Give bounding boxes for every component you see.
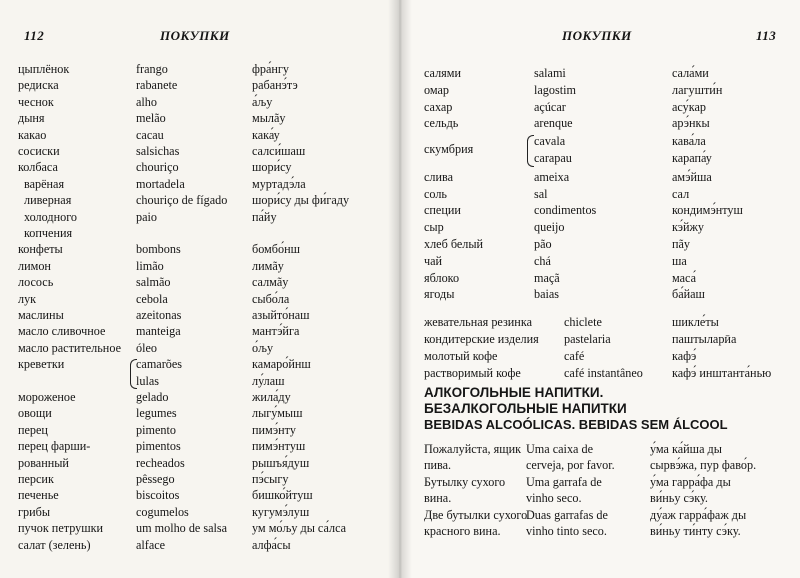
entry-russian: креветки (18, 357, 65, 372)
entry-russian: жевательная резинка (424, 315, 532, 330)
entry-portuguese: recheados (136, 455, 185, 470)
phrase-transliteration-line: ви́ньу сэ́ку. (650, 490, 708, 505)
entry-portuguese: rabanete (136, 78, 178, 93)
entry-russian: перец фарши- (18, 439, 91, 454)
entry-portuguese: carapau (534, 151, 572, 165)
entry-portuguese: mortadela (136, 176, 185, 191)
entry-russian: какао (18, 127, 47, 142)
entry-transliteration: маса́ (672, 270, 697, 285)
entry-russian: хлеб белый (424, 237, 484, 251)
entry-portuguese: salsichas (136, 144, 180, 158)
entry-transliteration: салмãу (252, 275, 289, 290)
entry-russian: рованный (18, 455, 69, 470)
entry-portuguese: baias (534, 287, 560, 302)
entry-portuguese: arenque (534, 116, 573, 131)
left-brace (130, 359, 137, 389)
entry-transliteration: лыгу́мыш (252, 406, 303, 421)
entry-russian: редиска (18, 78, 59, 93)
entry-transliteration: кафэ́ инштанта́нью (672, 365, 772, 380)
entry-russian: лосось (18, 275, 54, 290)
entry-portuguese: pimentos (136, 439, 181, 454)
entry-portuguese: gelado (136, 390, 169, 404)
entry-portuguese: melão (136, 111, 166, 126)
entry-russian: печенье (18, 488, 59, 503)
entry-portuguese: biscoitos (136, 488, 180, 503)
entry-russian: растворимый кофе (424, 365, 521, 380)
entry-portuguese: cavala (534, 134, 566, 149)
entry-russian: салат (зелень) (18, 537, 91, 552)
entry-russian: соль (424, 186, 447, 201)
entry-russian: скумбрия (424, 142, 474, 157)
entry-russian: молотый кофе (424, 348, 498, 363)
entry-transliteration: паштыларӣа (672, 332, 737, 346)
phrase-russian-line: красного вина. (424, 523, 501, 538)
entry-russian: чай (424, 253, 443, 268)
entry-russian: колбаса (18, 160, 58, 175)
entry-russian: варёная (24, 176, 65, 191)
entry-transliteration: кака́у (252, 127, 280, 142)
entry-transliteration: ба́йаш (672, 287, 705, 302)
entry-transliteration: пимэ́нтуш (252, 439, 306, 454)
phrase-portuguese-line: vinho seco. (526, 490, 582, 505)
entry-portuguese: pimento (136, 422, 176, 437)
right-brace (527, 135, 534, 167)
entry-russian: мороженое (18, 390, 76, 404)
right-page (402, 0, 800, 578)
entry-russian: лимон (18, 258, 51, 273)
entry-transliteration: рабанэ́тэ (252, 78, 298, 93)
entry-russian: салями (424, 66, 461, 80)
entry-transliteration: лу́лаш (252, 373, 285, 388)
entry-russian: сельдь (424, 116, 459, 131)
phrase-russian-line: пива. (424, 457, 452, 472)
entry-transliteration: шори́су ды фи́гаду (252, 193, 350, 208)
entry-russian: ягоды (424, 287, 455, 302)
phrase-transliteration-line: ви́ньу ти́нту сэ́ку. (650, 523, 741, 538)
entry-portuguese: salami (534, 66, 566, 80)
left-page-number: 112 (24, 28, 45, 43)
phrase-russian-line: Две бутылки сухого (424, 508, 528, 522)
entry-transliteration: сал (672, 186, 690, 201)
phrase-transliteration-line: сырвэ́жа, пур фаво́р. (650, 457, 757, 472)
phrase-portuguese-line: cerveja, por favor. (526, 457, 615, 472)
entry-transliteration: кэ́йжу (672, 220, 705, 235)
phrase-transliteration-line: у́ма гарра́фа ды (650, 475, 731, 489)
entry-transliteration: пэ́сыгу (252, 472, 289, 486)
entry-portuguese: maçã (534, 270, 560, 285)
phrase-portuguese-line: Uma garrafa de (526, 475, 602, 489)
entry-russian: овощи (18, 406, 52, 421)
entry-portuguese: cebola (136, 291, 168, 306)
book-gutter (388, 0, 412, 578)
section-title-line-1: АЛКОГОЛЬНЫЕ НАПИТКИ. (424, 385, 604, 400)
entry-russian: яблоко (424, 270, 460, 285)
entry-russian: сосиски (18, 144, 60, 158)
entry-transliteration: пãу (672, 237, 691, 251)
entry-transliteration: сыбо́ла (252, 291, 290, 306)
phrase-russian-line: вина. (424, 490, 452, 505)
right-page-header: ПОКУПКИ (562, 28, 632, 43)
entry-portuguese: legumes (136, 406, 177, 421)
entry-portuguese: ameixa (534, 169, 570, 184)
entry-portuguese: salmão (136, 275, 171, 290)
entry-russian: копчения (24, 226, 73, 240)
entry-portuguese: camarões (136, 357, 183, 372)
entry-russian: грибы (18, 504, 51, 519)
entry-portuguese: café instantâneo (564, 365, 643, 380)
entry-transliteration: ум мо́љу ды са́лса (252, 521, 347, 536)
entry-portuguese: lagostim (534, 82, 576, 97)
entry-transliteration: кондимэ́нтуш (672, 203, 743, 218)
entry-transliteration: о́љу (252, 340, 274, 355)
entry-russian: слива (424, 169, 454, 184)
entry-portuguese: chouriço de fígado (136, 193, 228, 208)
phrase-portuguese-line: Uma caixa de (526, 442, 593, 456)
left-page (0, 0, 398, 578)
entry-transliteration: азыйто́наш (252, 308, 310, 322)
entry-transliteration: рышъя́душ (252, 455, 310, 470)
entry-portuguese: alface (136, 537, 166, 552)
entry-transliteration: а́љу (252, 94, 273, 109)
phrase-portuguese-line: vinho tinto seco. (526, 523, 607, 538)
entry-transliteration: камаро́йнш (252, 357, 311, 372)
entry-russian: маслины (18, 308, 64, 322)
entry-transliteration: жила́ду (252, 390, 291, 404)
entry-russian: перец (18, 422, 48, 437)
entry-portuguese: condimentos (534, 203, 597, 218)
entry-transliteration: лагушти́н (672, 82, 723, 97)
entry-portuguese: chiclete (564, 315, 602, 330)
entry-transliteration: пимэ́нту (252, 422, 296, 437)
entry-portuguese: pão (534, 237, 552, 251)
entry-russian: дыня (18, 111, 45, 126)
entry-portuguese: frango (136, 62, 168, 76)
entry-portuguese: pêssego (136, 472, 175, 486)
entry-transliteration: салси́шаш (252, 144, 306, 158)
entry-portuguese: cogumelos (136, 504, 189, 519)
entry-russian: специи (424, 203, 461, 218)
entry-portuguese: manteiga (136, 324, 181, 339)
entry-transliteration: лимãу (252, 258, 284, 273)
phrase-russian-line: Пожалуйста, ящик (424, 442, 522, 456)
entry-russian: масло растительное (18, 340, 121, 355)
entry-portuguese: chouriço (136, 160, 179, 175)
entry-transliteration: бишко́йтуш (252, 488, 313, 503)
entry-transliteration: шори́су (252, 160, 292, 175)
entry-russian: персик (18, 472, 54, 486)
entry-transliteration: кава́ла (672, 134, 706, 149)
entry-portuguese: limão (136, 258, 164, 273)
entry-portuguese: paio (136, 209, 157, 224)
entry-transliteration: арэ́нкы (672, 116, 710, 131)
entry-portuguese: queijo (534, 220, 565, 235)
entry-portuguese: azeitonas (136, 308, 182, 322)
entry-transliteration: па́йу (252, 209, 277, 224)
entry-transliteration: фра́нгу (252, 62, 290, 76)
entry-portuguese: um molho de salsa (136, 521, 228, 536)
entry-transliteration: шикле́ты (672, 315, 719, 330)
section-title-line-3: BEBIDAS ALCOÓLICAS. BEBIDAS SEM ÁLCOOL (424, 417, 728, 432)
entry-portuguese: sal (534, 186, 548, 201)
entry-russian: масло сливочное (18, 324, 106, 339)
phrase-transliteration-line: у́ма ка́йша ды (650, 442, 722, 456)
entry-transliteration: ша (672, 253, 687, 268)
phrase-transliteration-line: ду́аж гарра́фаж ды (650, 508, 747, 522)
entry-russian: кондитерские изделия (424, 332, 539, 346)
section-title-line-2: БЕЗАЛКОГОЛЬНЫЕ НАПИТКИ (424, 401, 627, 416)
entry-portuguese: alho (136, 94, 157, 109)
phrase-portuguese-line: Duas garrafas de (526, 508, 608, 522)
right-page-number: 113 (756, 28, 777, 43)
entry-transliteration: бомбо́нш (252, 242, 300, 257)
entry-russian: лук (18, 291, 37, 306)
entry-russian: чеснок (18, 94, 54, 109)
entry-transliteration: амэ́йша (672, 169, 712, 184)
entry-portuguese: chá (534, 253, 551, 268)
entry-russian: сыр (424, 220, 444, 235)
entry-transliteration: асу́кар (672, 99, 706, 114)
entry-russian: холодного (24, 209, 77, 224)
entry-russian: омар (424, 82, 449, 97)
entry-transliteration: муртадэ́ла (252, 176, 306, 191)
entry-russian: пучок петрушки (18, 521, 104, 536)
entry-russian: конфеты (18, 242, 63, 257)
entry-transliteration: карапа́у (672, 151, 712, 165)
entry-portuguese: lulas (136, 373, 160, 388)
entry-portuguese: óleo (136, 340, 157, 355)
entry-portuguese: café (564, 348, 585, 363)
entry-transliteration: алфа́сы (252, 537, 291, 552)
phrase-russian-line: Бутылку сухого (424, 475, 506, 489)
entry-transliteration: кугумэ́луш (252, 504, 310, 519)
left-page-header: ПОКУПКИ (160, 28, 230, 43)
entry-transliteration: мантэ́йга (252, 324, 300, 339)
entry-russian: сахар (424, 99, 453, 114)
entry-transliteration: сала́ми (672, 66, 709, 80)
entry-russian: ливерная (24, 193, 72, 208)
entry-portuguese: bombons (136, 242, 181, 257)
entry-transliteration: мылãу (252, 111, 286, 126)
entry-russian: цыплёнок (18, 62, 70, 76)
entry-portuguese: cacau (136, 127, 164, 142)
entry-portuguese: pastelaria (564, 332, 611, 346)
entry-transliteration: кафэ́ (672, 348, 697, 363)
entry-portuguese: açúcar (534, 99, 566, 114)
